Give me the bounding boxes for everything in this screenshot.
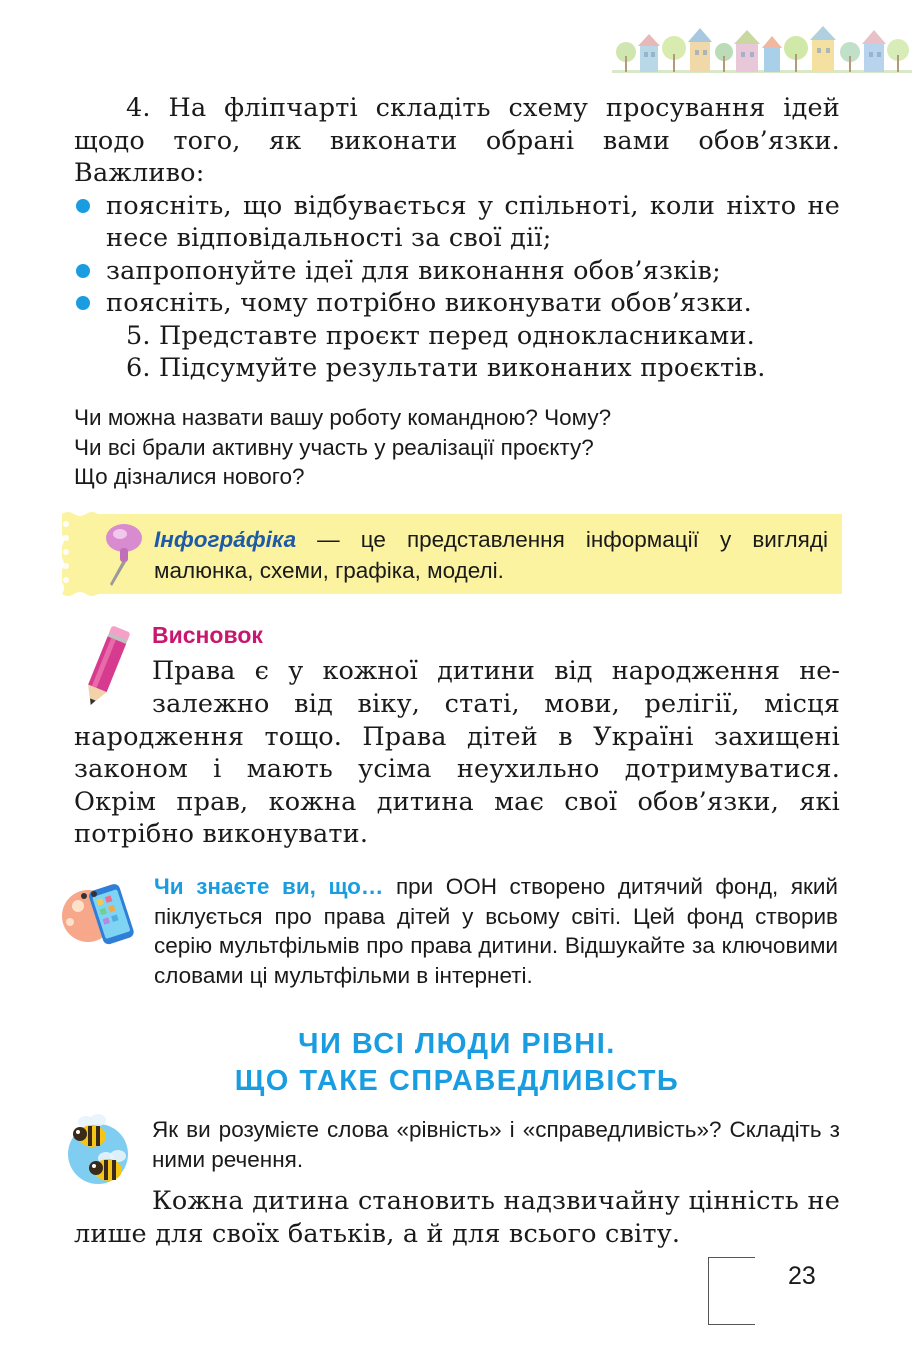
town-illustration-icon <box>612 22 912 78</box>
conclusion-heading: Висновок <box>152 622 263 648</box>
bees-icon <box>58 1112 138 1186</box>
smartphone-icon <box>58 876 142 952</box>
reflection-questions <box>74 403 774 492</box>
list-item <box>74 287 840 320</box>
conclusion-first-line: Права є у кожної дитини від народження не- <box>152 656 840 686</box>
did-you-know-body: при ООН створено дитячий фонд, який піклується про права дітей у всьому світі. Цей фонд створив серію мультфільмів про права дитини. Відшукайте за ключовими словами ці мультфільми в інтернеті. <box>154 874 838 988</box>
did-you-know-text <box>154 872 838 990</box>
discussion-question: Як ви розумієте слова «рівність» і «справедливість»? Складіть з ними речення. <box>152 1117 840 1172</box>
closing-paragraph-text: Кожна дитина становить надзвичайну цінність не лише для своїх батьків, а й для всього світу. <box>74 1186 840 1249</box>
page-number: 23 <box>788 1262 816 1290</box>
infographic-definition-text: — це представлення інформації у вигляді малюнка, схеми, графіка, моделі. <box>154 527 828 583</box>
list-item-text: поясніть, що відбувається у спільноті, коли ніхто не несе відповідальності за свої дії; <box>106 190 840 253</box>
reflection-question: Чи всі брали активну участь у реалізації проєкту? <box>74 434 594 460</box>
infographic-term: Інфогра́фіка <box>154 527 297 552</box>
bullet-dot <box>76 199 90 213</box>
conclusion-body: залежно від віку, статі, мови, релігії, місця народження тощо. Права дітей в Україні захищені законом і мають усіма неухильно дотримуватися. Окрім прав, кожна дитина має свої обов’язки, які потрібно виконувати. <box>74 689 840 849</box>
reflection-question: Чи можна назвати вашу роботу командною? Чому? <box>74 405 612 430</box>
closing-paragraph <box>74 1185 840 1250</box>
did-you-know-heading: Чи знаєте ви, що… <box>154 874 384 899</box>
page-number-frame <box>708 1257 755 1325</box>
bullet-dot <box>76 296 90 310</box>
section-title <box>74 1026 840 1100</box>
list-item <box>74 190 840 255</box>
list-item-text: запропонуйте ідеї для виконання обов’язків; <box>106 255 721 286</box>
task-6: 6. Підсумуйте результати виконаних проєктів. <box>126 353 766 383</box>
reflection-question: Що дізналися нового? <box>74 464 305 489</box>
section-title-line: ЧИ ВСІ ЛЮДИ РІВНІ. <box>298 1028 616 1060</box>
task-5: 5. Представте проєкт перед однокласниками. <box>126 320 755 351</box>
task-4: 4. На фліпчарті складіть схему просування ідей щодо того, як виконати обрані вами обов’язки. Важливо: <box>74 93 840 188</box>
list-item-text: поясніть, чому потрібно виконувати обов’язки. <box>106 288 752 318</box>
list-item <box>74 255 840 288</box>
section-title-line: ЩО ТАКЕ СПРАВЕДЛИВІСТЬ <box>234 1065 680 1097</box>
task-block <box>74 92 840 385</box>
infographic-definition <box>154 524 828 586</box>
conclusion-text <box>74 688 840 851</box>
bullet-dot <box>76 264 90 278</box>
